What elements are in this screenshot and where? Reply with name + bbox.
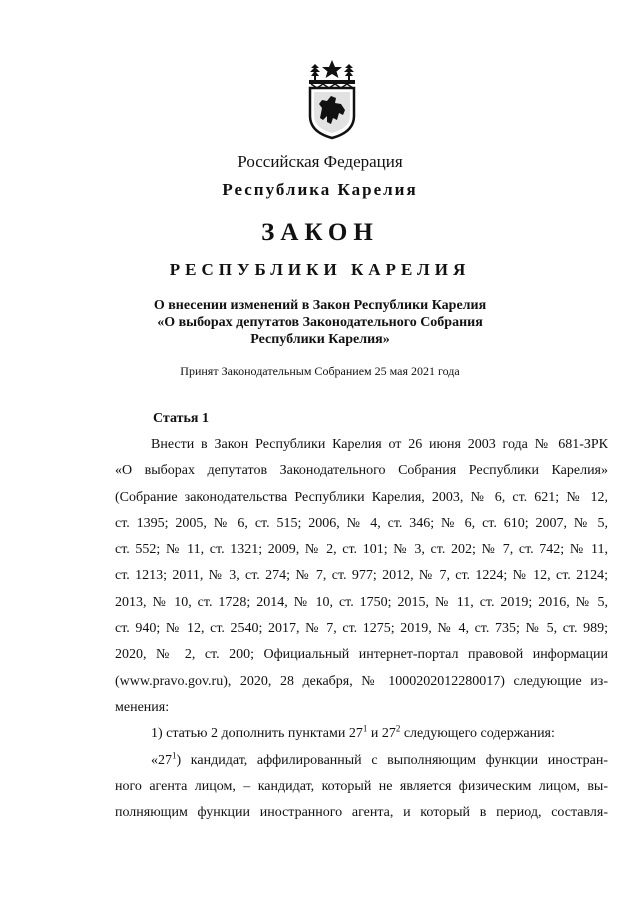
country-name: Российская Федерация [237,152,403,171]
document-type-title: ЗАКОН [261,219,379,246]
paragraph-line: ст. 1395; 2005, № 6, ст. 515; 2006, № 4, ст. 346; № 6, ст. 610; 2007, № 5, [115,515,608,531]
paragraph-line: ст. 940; № 12, ст. 2540; 2017, № 7, ст. 1275; 2019, № 4, ст. 735; № 5, ст. 989; [115,621,608,637]
document-issuer: РЕСПУБЛИКИ КАРЕЛИЯ [169,260,471,279]
paragraph-line: ного агента лицом, – кандидат, который не является физическим лицом, вы- [115,778,608,794]
amendment-item-2: «$27^1$) кандидат, аффилированный с выполняющим функции иностран- [151,749,608,768]
coat-of-arms-icon [303,58,361,140]
paragraph-line: (Собрание законодательства Республики Карелия, 2003, № 6, ст. 621; № 12, [115,489,608,505]
article-title: Статья 1 [153,411,209,426]
amendment-item-1: 1) статью 2 дополнить пунктами $27^1$ и $27^2$ следующего содержания: [151,723,555,742]
paragraph-line: (www.pravo.gov.ru), 2020, 28 декабря, № 1000202012280017) следующие из- [115,673,608,689]
paragraph-line: полняющим функции иностранного агента, и который в период, составля- [115,805,608,821]
subject-line: Республики Карелия» [250,332,390,347]
paragraph-line: «О выборах депутатов Законодательного Собрания Республики Карелия» [115,463,608,479]
paragraph-line: Внести в Закон Республики Карелия от 26 июня 2003 года № 681-ЗРК [151,437,608,452]
paragraph-line: менения: [115,699,170,715]
paragraph-line: ст. 1213; 2011, № 3, ст. 274; № 7, ст. 977; 2012, № 7, ст. 1224; № 12, ст. 2124; [115,568,608,584]
adoption-note: Принят Законодательным Собранием 25 мая 2021 года [180,364,460,378]
paragraph-line: 2020, № 2, ст. 200; Официальный интернет-портал правовой информации [115,647,608,663]
law-subject [0,297,640,348]
article-body [115,432,608,826]
paragraph-line: ст. 552; № 11, ст. 1321; 2009, № 2, ст. 101; № 3, ст. 202; № 7, ст. 742; № 11, [115,542,608,558]
subject-line: «О выборах депутатов Законодательного Собрания [157,315,483,330]
subject-line: О внесении изменений в Закон Республики Карелия [153,298,487,313]
republic-name: Республика Карелия [222,180,418,199]
paragraph-line: 2013, № 10, ст. 1728; 2014, № 10, ст. 1750; 2015, № 11, ст. 2019; 2016, № 5, [115,594,608,610]
